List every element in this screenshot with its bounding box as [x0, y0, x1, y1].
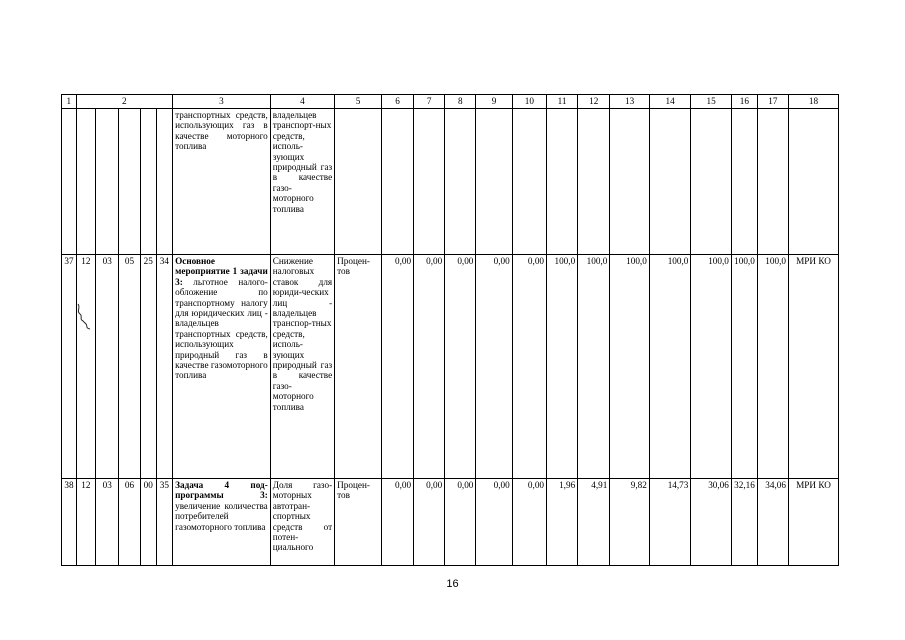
- header-cell: 8: [445, 95, 476, 109]
- value-cell: 32,16: [731, 479, 757, 566]
- activity-text: увеличение количества потребителей газомоторного топлива: [175, 500, 268, 532]
- activity-name: [173, 255, 271, 479]
- value-cell: [649, 109, 691, 255]
- activity-text: льготное налого-обложение по транспортному налогу для юридических лиц - владельцев транспортных средств, использующих природный газ в качестве газомоторного топлива: [175, 276, 268, 381]
- value-cell: 30,06: [691, 479, 732, 566]
- header-cell: 6: [381, 95, 413, 109]
- code-cell: [140, 109, 156, 255]
- header-cell: 16: [731, 95, 757, 109]
- row-number: 38: [62, 479, 77, 566]
- header-cell: 7: [414, 95, 445, 109]
- code-cell: 12: [76, 255, 96, 479]
- code-cell: 12: [76, 479, 96, 566]
- value-cell: 100,0: [649, 255, 691, 479]
- value-cell: 100,0: [578, 255, 610, 479]
- unit-cell: Процен-тов: [335, 479, 382, 566]
- value-cell: [476, 109, 512, 255]
- code-cell: 00: [140, 479, 156, 566]
- header-cell: 4: [270, 95, 334, 109]
- value-cell: 0,00: [381, 479, 413, 566]
- value-cell: [578, 109, 610, 255]
- table-row: [62, 255, 839, 479]
- header-cell: 14: [649, 95, 691, 109]
- value-cell: 9,82: [610, 479, 649, 566]
- value-cell: 4,91: [578, 479, 610, 566]
- code-cell: [96, 109, 119, 255]
- value-cell: 100,0: [731, 255, 757, 479]
- value-cell: [691, 109, 732, 255]
- header-cell: 10: [512, 95, 546, 109]
- value-cell: 100,0: [757, 255, 788, 479]
- header-cell: 11: [547, 95, 578, 109]
- unit-cell: Процен-тов: [335, 255, 382, 479]
- header-row: [62, 95, 839, 109]
- code-cell: [156, 109, 173, 255]
- code-cell: [76, 109, 96, 255]
- indicator-name: Снижение налоговых ставок для юриди-ческих лиц - владельцев транспор-тных средств, исполь-зующих природный газ в качестве газо-моторного топлива: [270, 255, 334, 479]
- header-cell: 17: [757, 95, 788, 109]
- indicator-name: Доля газо-моторных автотран-спортных средств от потен-циального: [270, 479, 334, 566]
- unit-cell: [335, 109, 382, 255]
- value-cell: 0,00: [445, 255, 476, 479]
- value-cell: [445, 109, 476, 255]
- header-cell: 1: [62, 95, 77, 109]
- value-cell: 100,0: [547, 255, 578, 479]
- value-cell: 100,0: [610, 255, 649, 479]
- value-cell: 100,0: [691, 255, 732, 479]
- page-number: 16: [446, 578, 459, 590]
- code-cell: 25: [140, 255, 156, 479]
- header-cell: 15: [691, 95, 732, 109]
- value-cell: 0,00: [381, 255, 413, 479]
- value-cell: [381, 109, 413, 255]
- header-cell: 3: [173, 95, 271, 109]
- value-cell: [757, 109, 788, 255]
- handwritten-mark-icon: [73, 302, 99, 332]
- code-cell: 34: [156, 255, 173, 479]
- header-cell: 5: [335, 95, 382, 109]
- value-cell: 0,00: [414, 255, 445, 479]
- indicator-name: владельцев транспорт-ных средств, исполь-зующих природный газ в качестве газо-моторного топлива: [270, 109, 334, 255]
- activity-text: транспортных средств, использующих газ в качестве моторного топлива: [175, 110, 268, 152]
- header-cell: 12: [578, 95, 610, 109]
- code-cell: 03: [96, 479, 119, 566]
- code-cell: 05: [119, 255, 141, 479]
- value-cell: 34,06: [757, 479, 788, 566]
- table-row: [62, 479, 839, 566]
- activity-title: Задача 4 под-программы 3:: [175, 480, 268, 501]
- value-cell: [731, 109, 757, 255]
- value-cell: [547, 109, 578, 255]
- row-number: 37: [62, 255, 77, 479]
- activity-title: Основное мероприятие 1 задачи 3:: [175, 256, 268, 287]
- code-cell: [119, 109, 141, 255]
- value-cell: [414, 109, 445, 255]
- value-cell: 0,00: [476, 479, 512, 566]
- code-cell: 35: [156, 479, 173, 566]
- activity-name: [173, 109, 271, 255]
- row-number: [62, 109, 77, 255]
- value-cell: 1,96: [547, 479, 578, 566]
- header-cell: 9: [476, 95, 512, 109]
- executor-cell: МРИ КО: [788, 479, 838, 566]
- value-cell: 0,00: [476, 255, 512, 479]
- code-cell: 06: [119, 479, 141, 566]
- value-cell: 14,73: [649, 479, 691, 566]
- table-row: [62, 109, 839, 255]
- header-cell: 13: [610, 95, 649, 109]
- value-cell: [610, 109, 649, 255]
- value-cell: [512, 109, 546, 255]
- activity-name: [173, 479, 271, 566]
- executor-cell: [788, 109, 838, 255]
- value-cell: 0,00: [414, 479, 445, 566]
- executor-cell: МРИ КО: [788, 255, 838, 479]
- value-cell: 0,00: [512, 479, 546, 566]
- data-table: [61, 94, 839, 566]
- code-cell: 03: [96, 255, 119, 479]
- value-cell: 0,00: [445, 479, 476, 566]
- header-cell: 2: [76, 95, 173, 109]
- value-cell: 0,00: [512, 255, 546, 479]
- header-cell: 18: [788, 95, 838, 109]
